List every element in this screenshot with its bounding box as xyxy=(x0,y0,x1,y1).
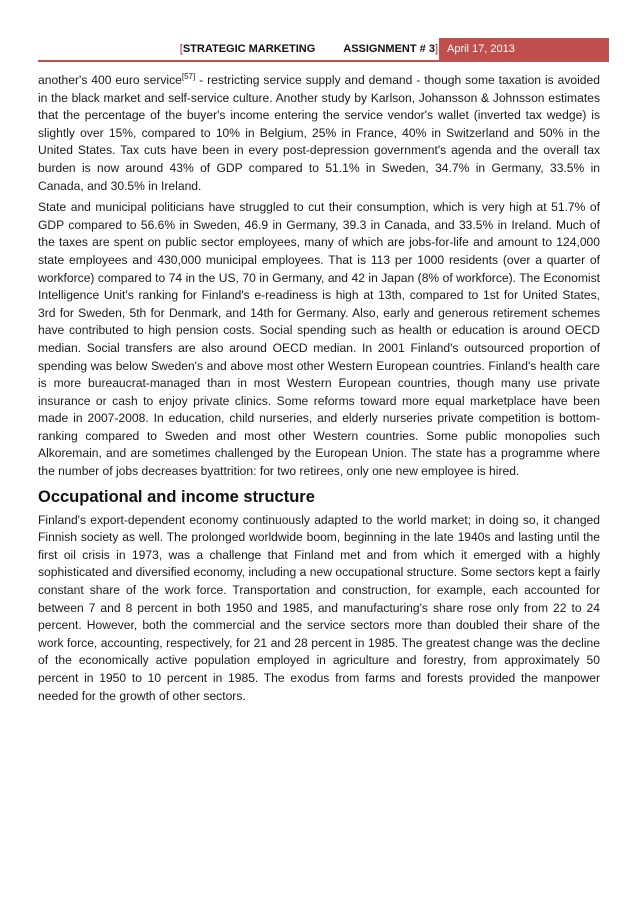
header-assignment: ASSIGNMENT # 3 xyxy=(343,43,435,55)
header-date: April 17, 2013 xyxy=(439,38,609,60)
header-divider xyxy=(38,60,609,62)
page-content xyxy=(38,72,600,709)
section-heading: Occupational and income structure xyxy=(38,487,315,506)
paragraph-rest: - restricting service supply and demand - though some taxation is avoided in the black market and self-service culture. Another study by Karlson, Johansson & Johnsson estimates that the percentage of the buyer's income entering the service vendor's wallet (inverted tax wedge) is slightly over 15%, compared to 10% in Belgium, 25% in France, 40% in Switzerland and 50% in the United States. Tax cuts have been in every post-depression government's agenda and the overall tax burden is now around 43% of GDP compared to 51.1% in Sweden, 34.7% in Germany, 33.5% in Canada, and 30.5% in Ireland. xyxy=(38,73,600,193)
footnote-ref[interactable]: [57] xyxy=(181,71,196,81)
paragraph-occupational: Finland's export-dependent economy continuously adapted to the world market; in doing so, it changed Finnish society as well. The prolonged worldwide boom, beginning in the late 1940s and lasting until the first oil crisis in 1973, was a challenge that Finland met and from which it emerged with a highly sophisticated and diversified economy, including a new occupational structure. Some sectors kept a fairly constant share of the work force. Transportation and construction, for example, each accounted for between 7 and 8 percent in both 1950 and 1985, and manufacturing's share rose only from 22 to 24 percent. However, both the commercial and the service sectors more than doubled their share of the work force, accounting, respectively, for 21 and 28 percent in 1985. The greatest change was the decline of the economically active population employed in agriculture and forestry, from approximately 50 percent in 1950 to 10 percent in 1985. The exodus from farms and forests provided the manpower needed for the growth of other sectors. xyxy=(38,512,600,703)
page-header xyxy=(38,38,609,62)
header-bracket-open: [ xyxy=(179,43,183,55)
header-bracket-close: ] xyxy=(434,43,438,55)
paragraph-public-spending: State and municipal politicians have struggled to cut their consumption, which is very high at 51.7% of GDP compared to 56.6% in Sweden, 46.9 in Germany, 39.3 in Canada, and 33.5% in Ireland. Much of the taxes are spent on public sector employees, many of which are jobs-for-life and amount to 124,000 state employees and 430,000 municipal employees. That is 113 per 1000 residents (over a quarter of workforce) compared to 74 in the US, 70 in Germany, and 42 in Japan (8% of workforce). The Economist Intelligence Unit's ranking for Finland's e-readiness is high at 13th, compared to 1st for United States, 3rd for Sweden, 5th for Denmark, and 14th for Germany. Also, early and generous retirement schemes have contributed to high pension costs. Social spending such as health or education is around OECD median. Social transfers are also around OECD median. In 2001 Finland's outsourced proportion of spending was below Sweden's and above most other Western European countries. Finland's health care is more bureaucrat-managed than in most Western European countries, though many use private insurance or cash to enjoy private clinics. Some reforms toward more equal marketplace have been made in 2007-2008. In education, child nurseries, and elderly nurseries private competition is bottom-ranking compared to Sweden and most other Western countries. Some public monopolies such Alkoremain, and are sometimes challenged by the European Union. The state has a programme where the number of jobs decreases byattrition: for two retirees, only one new employee is hired. xyxy=(38,200,600,479)
header-doc-title: STRATEGIC MARKETING xyxy=(182,43,316,55)
header-title-block xyxy=(38,38,438,60)
paragraph-tax-services xyxy=(38,72,600,195)
paragraph-lead: another's 400 euro service xyxy=(38,73,182,87)
